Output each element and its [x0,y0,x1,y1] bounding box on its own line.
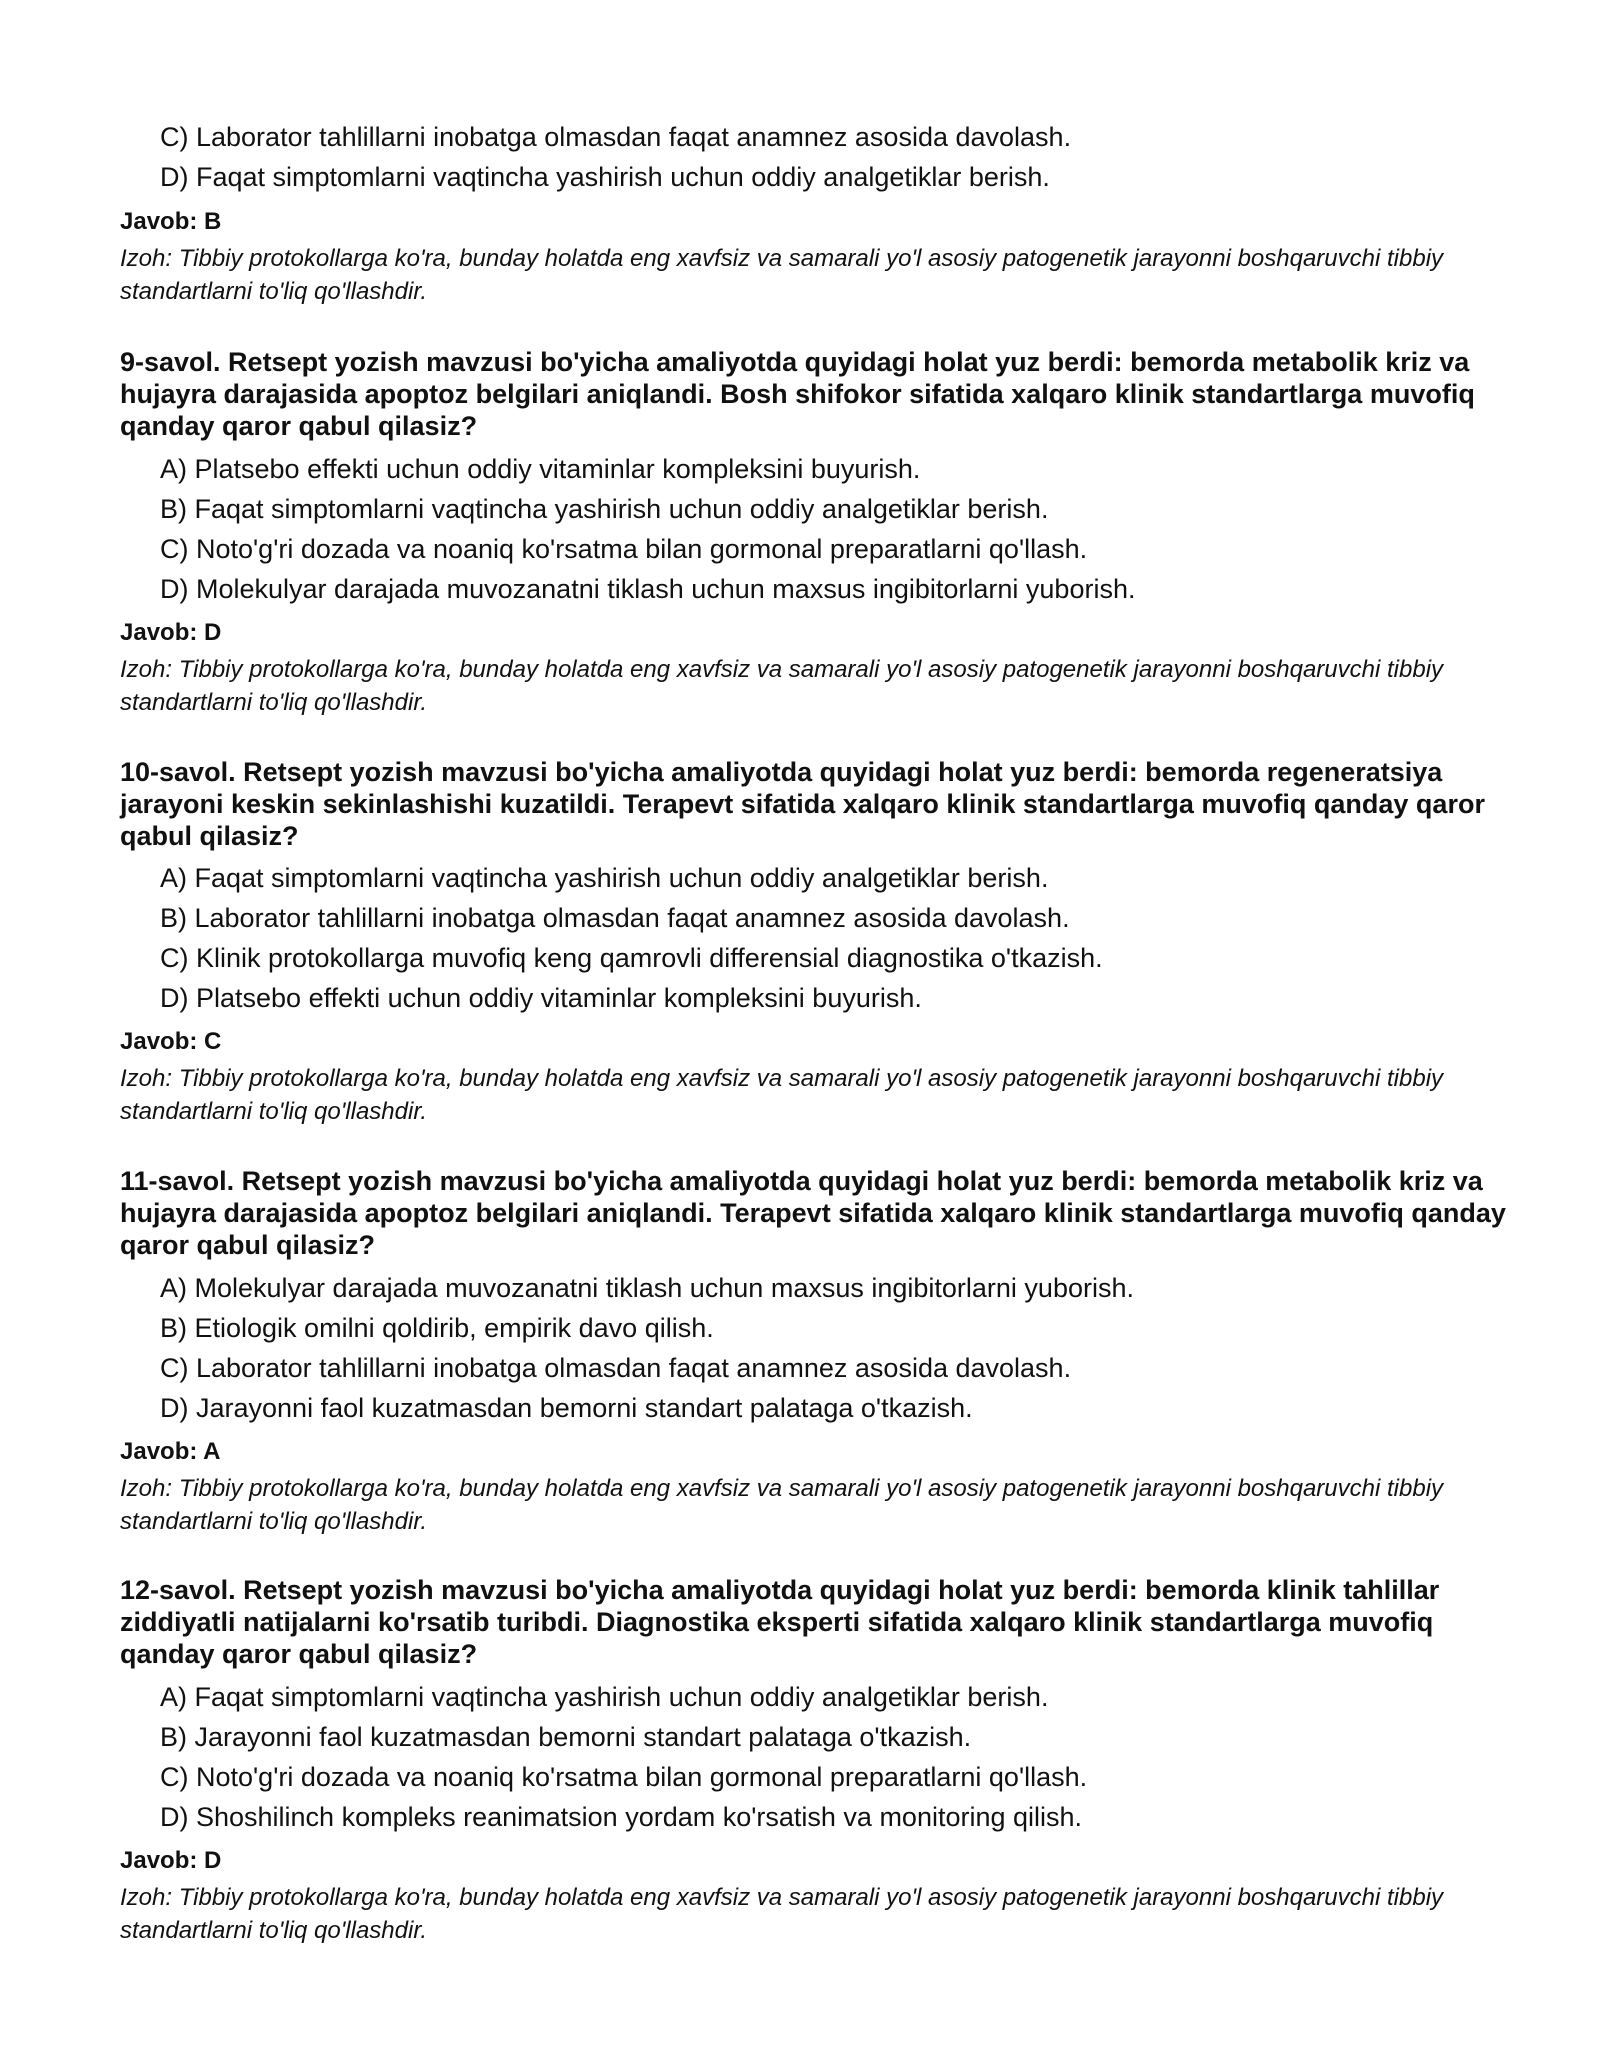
answer-label: Javob: A [120,1438,221,1465]
option-b: B) Jarayonni faol kuzatmasdan bemorni standart palataga o'tkazish. [160,1722,972,1752]
option-c: C) Klinik protokollarga muvofiq keng qamrovli differensial diagnostika o'tkazish. [160,943,1103,973]
option-a: A) Molekulyar darajada muvozanatni tiklash uchun maxsus ingibitorlarni yuborish. [160,1273,1134,1303]
option-a: A) Faqat simptomlarni vaqtincha yashirish uchun oddiy analgetiklar berish. [160,863,1049,893]
option-d: D) Platsebo effekti uchun oddiy vitaminlar kompleksini buyurish. [160,983,922,1013]
option-b: B) Laborator tahlillarni inobatga olmasdan faqat anamnez asosida davolash. [160,903,1070,933]
option-c: C) Noto'g'ri dozada va noaniq ko'rsatma bilan gormonal preparatlarni qo'llash. [160,534,1088,564]
option-c: C) Laborator tahlillarni inobatga olmasdan faqat anamnez asosida davolash. [160,122,1072,152]
answer-label: Javob: B [120,208,222,235]
option-d: D) Molekulyar darajada muvozanatni tiklash uchun maxsus ingibitorlarni yuborish. [160,574,1136,604]
option-b: B) Etiologik omilni qoldirib, empirik davo qilish. [160,1313,714,1343]
question-title: 10-savol. Retsept yozish mavzusi bo'yicha amaliyotda quyidagi holat yuz berdi: bemorda regeneratsiya jarayoni keskin sekinlashishi kuzatildi. Terapevt sifatida xalqaro klinik standartlarga muvofiq qanday qaror qabul qilasiz? [120,757,1485,851]
question-title: 11-savol. Retsept yozish mavzusi bo'yicha amaliyotda quyidagi holat yuz berdi: bemorda metabolik kriz va hujayra darajasida apoptoz belgilari aniqlandi. Terapevt sifatida xalqaro klinik standartlarga muvofiq qanday qaror qabul qilasiz? [120,1166,1506,1260]
option-b: B) Faqat simptomlarni vaqtincha yashirish uchun oddiy analgetiklar berish. [160,494,1049,524]
answer-label: Javob: C [120,1028,222,1055]
explanation-note: Izoh: Tibbiy protokollarga ko'ra, bunday holatda eng xavfsiz va samarali yo'l asosiy patogenetik jarayonni boshqaruvchi tibbiy standartlarni to'liq qo'llashdir. [120,1884,1444,1944]
option-d: D) Faqat simptomlarni vaqtincha yashirish uchun oddiy analgetiklar berish. [160,162,1050,192]
option-d: D) Jarayonni faol kuzatmasdan bemorni standart palataga o'tkazish. [160,1393,973,1423]
explanation-note: Izoh: Tibbiy protokollarga ko'ra, bunday holatda eng xavfsiz va samarali yo'l asosiy patogenetik jarayonni boshqaruvchi tibbiy standartlarni to'liq qo'llashdir. [120,1065,1444,1125]
question-title: 12-savol. Retsept yozish mavzusi bo'yicha amaliyotda quyidagi holat yuz berdi: bemorda klinik tahlillar ziddiyatli natijalarni ko'rsatib turibdi. Diagnostika eksperti sifatida xalqaro klinik standartlarga muvofiq qanday qaror qabul qilasiz? [120,1575,1440,1669]
explanation-note: Izoh: Tibbiy protokollarga ko'ra, bunday holatda eng xavfsiz va samarali yo'l asosiy patogenetik jarayonni boshqaruvchi tibbiy standartlarni to'liq qo'llashdir. [120,245,1444,305]
explanation-note: Izoh: Tibbiy protokollarga ko'ra, bunday holatda eng xavfsiz va samarali yo'l asosiy patogenetik jarayonni boshqaruvchi tibbiy standartlarni to'liq qo'llashdir. [120,1475,1444,1535]
answer-label: Javob: D [120,1847,222,1874]
explanation-note: Izoh: Tibbiy protokollarga ko'ra, bunday holatda eng xavfsiz va samarali yo'l asosiy patogenetik jarayonni boshqaruvchi tibbiy standartlarni to'liq qo'llashdir. [120,656,1444,716]
option-a: A) Faqat simptomlarni vaqtincha yashirish uchun oddiy analgetiklar berish. [160,1682,1049,1712]
answer-label: Javob: D [120,619,222,646]
question-title: 9-savol. Retsept yozish mavzusi bo'yicha amaliyotda quyidagi holat yuz berdi: bemorda metabolik kriz va hujayra darajasida apoptoz belgilari aniqlandi. Bosh shifokor sifatida xalqaro klinik standartlarga muvofiq qanday qaror qabul qilasiz? [120,347,1475,441]
option-a: A) Platsebo effekti uchun oddiy vitaminlar kompleksini buyurish. [160,454,921,484]
option-c: C) Noto'g'ri dozada va noaniq ko'rsatma bilan gormonal preparatlarni qo'llash. [160,1762,1088,1792]
option-c: C) Laborator tahlillarni inobatga olmasdan faqat anamnez asosida davolash. [160,1353,1072,1383]
option-d: D) Shoshilinch kompleks reanimatsion yordam ko'rsatish va monitoring qilish. [160,1802,1083,1832]
